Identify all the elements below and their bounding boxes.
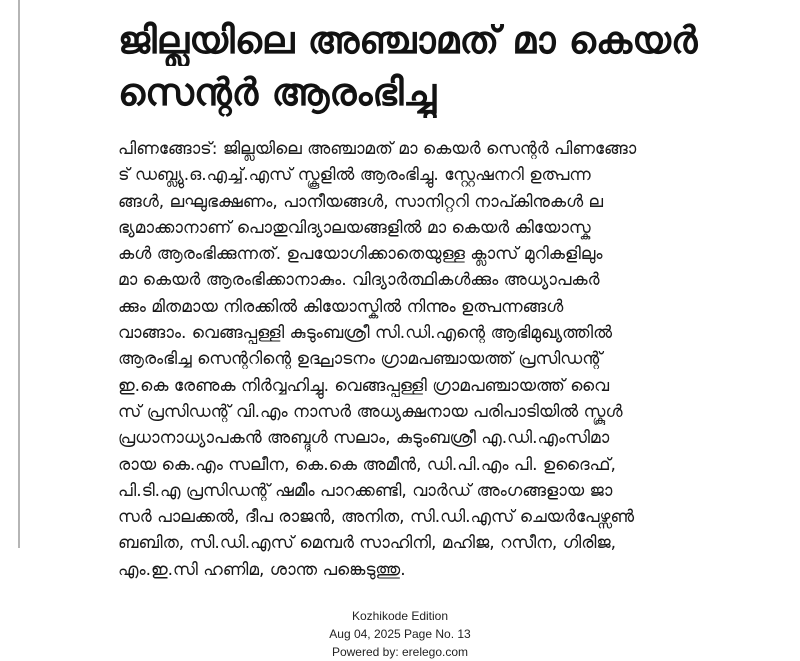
body-line: രായ കെ.എം സലീന, കെ.കെ അമീൻ, ഡി.പി.എം പി. ഉദൈഫ്, bbox=[118, 454, 616, 475]
body-line: പി.ടി.എ പ്രസിഡന്റ് ഷമീം പാറക്കണ്ടി, വാർഡ് അംഗങ്ങളായ ജാ bbox=[118, 480, 613, 501]
powered-by-label: Powered by: erelego.com bbox=[331, 645, 469, 659]
body-line: സർ പാലക്കൽ, ദീപ രാജൻ, അനിത, സി.ഡി.എസ് ചെയർപേഴ്സൺ bbox=[118, 507, 635, 528]
article-headline bbox=[118, 14, 758, 118]
body-line: ഇ.കെ രേണുക നിർവ്വഹിച്ചു. വെങ്ങപ്പള്ളി ഗ്രാമപഞ്ചായത്ത് വൈ bbox=[118, 375, 610, 396]
column-divider bbox=[18, 0, 20, 548]
headline-line: ജില്ലയിലെ അഞ്ചാമത് മാ കെയർ bbox=[118, 18, 698, 62]
body-line: പ്രധാനാധ്യാപകൻ അബ്ദുൾ സലാം, കുടുംബശ്രീ എ.ഡി.എംസിമാ bbox=[118, 428, 610, 449]
body-line: ട് ഡബ്ല്യു.ഒ.എച്ച്.എസ് സ്കൂളിൽ ആരംഭിച്ചു. സ്റ്റേഷനറി ഉത്പന്ന bbox=[118, 165, 591, 186]
body-line: ഭ്യമാക്കാനാണ് പൊതുവിദ്യാലയങ്ങളിൽ മാ കെയർ കിയോസ്കു bbox=[118, 217, 591, 238]
date-page-label: Aug 04, 2025 Page No. 13 bbox=[329, 627, 471, 641]
body-line: സ് പ്രസിഡന്റ് വി.എം നാസർ അധ്യക്ഷനായ പരിപാടിയിൽ സ്കൂൾ bbox=[118, 401, 623, 422]
page-footer bbox=[0, 607, 800, 661]
body-line: ബബിത, സി.ഡി.എസ് മെമ്പർ സാഹിനി, മഹിജ, റസീന, ഗിരിജ, bbox=[118, 533, 617, 554]
body-line: എം.ഇ.സി ഹണിമ, ശാന്ത പങ്കെടുത്തു. bbox=[118, 559, 406, 580]
edition-label: Kozhikode Edition bbox=[351, 609, 449, 623]
body-line: കൾ ആരംഭിക്കുന്നത്. ഉപയോഗിക്കാതെയുള്ള ക്ലാസ് മുറികളിലും bbox=[118, 244, 603, 265]
body-line: ആരംഭിച്ച സെന്ററിന്റെ ഉദ്ഘാടനം ഗ്രാമപഞ്ചായത്ത് പ്രസിഡന്റ് bbox=[118, 349, 603, 370]
body-line: മാ കെയർ ആരംഭിക്കാനാകും. വിദ്യാർത്ഥികൾക്കും അധ്യാപകർ bbox=[118, 270, 600, 291]
body-line: ങ്ങൾ, ലഘുഭക്ഷണം, പാനീയങ്ങൾ, സാനിറ്ററി നാപ്കിനുകൾ ല bbox=[118, 191, 604, 212]
body-line: വാങ്ങാം. വെങ്ങപ്പള്ളി കുടുംബശ്രീ സി.ഡി.എന്റെ ആഭിമുഖ്യത്തിൽ bbox=[118, 323, 613, 344]
article-body bbox=[118, 136, 758, 583]
body-line: ക്കും മിതമായ നിരക്കിൽ കിയോസ്കിൽ നിന്നും ഉത്പന്നങ്ങൾ bbox=[118, 296, 564, 317]
body-line: പിണങ്ങോട്: ജില്ലയിലെ അഞ്ചാമത് മാ കെയർ സെന്റർ പിണങ്ങോ bbox=[118, 139, 637, 159]
news-article bbox=[118, 14, 758, 583]
headline-line: സെന്റർ ആരംഭിച്ചു bbox=[118, 70, 437, 114]
